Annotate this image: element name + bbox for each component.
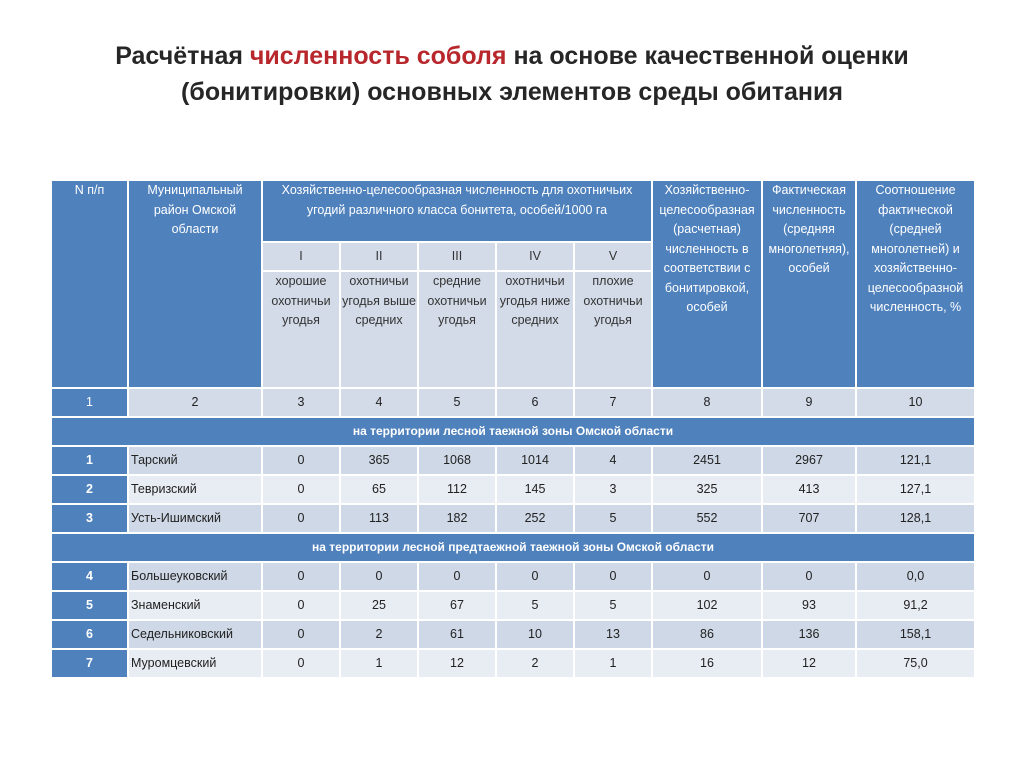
col-num-8: 8 [652,388,762,417]
slide-title [40,38,984,110]
header-district: Муниципальный район Омской области [128,180,262,388]
table-row [51,620,975,649]
title-part2: на основе качественной оценки [513,42,909,70]
col-num-3: 3 [262,388,340,417]
row-number: 4 [51,562,128,591]
district-name: Большеуковский [128,562,262,591]
class-4: IV [496,242,574,271]
header-n: N п/п [51,180,128,388]
cell-c3: 0 [262,620,340,649]
header-row-1 [51,180,975,242]
class-1: I [262,242,340,271]
column-numbers-row [51,388,975,417]
cell-c4: 2 [340,620,418,649]
row-number: 7 [51,649,128,678]
class-desc-1: хорошие охотничьи угодья [262,271,340,388]
cell-c6: 0 [496,562,574,591]
class-3: III [418,242,496,271]
cell-c4: 365 [340,446,418,475]
header-col9: Фактическая численность (средняя многолетняя), особей [762,180,856,388]
cell-c5: 67 [418,591,496,620]
district-name: Знаменский [128,591,262,620]
district-name: Седельниковский [128,620,262,649]
cell-c6: 252 [496,504,574,533]
cell-c9: 12 [762,649,856,678]
cell-c10: 158,1 [856,620,975,649]
table-row [51,446,975,475]
cell-c6: 1014 [496,446,574,475]
table-row [51,475,975,504]
class-5: V [574,242,652,271]
row-number: 3 [51,504,128,533]
header-col8: Хозяйственно-целесообразная (расчетная) численность в соответствии с бонитировкой, особей [652,180,762,388]
cell-c3: 0 [262,649,340,678]
cell-c3: 0 [262,475,340,504]
district-name: Тарский [128,446,262,475]
zone-label: на территории лесной таежной зоны Омской области [51,417,975,446]
title-accent: численность соболя [249,42,507,70]
sable-table [50,179,976,679]
cell-c4: 1 [340,649,418,678]
header-col10: Соотношение фактической (средней многолетней) и хозяйственно-целесообразной численность, % [856,180,975,388]
cell-c7: 13 [574,620,652,649]
cell-c5: 112 [418,475,496,504]
title-line2: (бонитировки) основных элементов среды обитания [181,78,843,106]
cell-c10: 121,1 [856,446,975,475]
cell-c8: 102 [652,591,762,620]
col-num-9: 9 [762,388,856,417]
cell-c8: 86 [652,620,762,649]
district-name: Тевризский [128,475,262,504]
table-row [51,504,975,533]
zone-row [51,417,975,446]
col-num-7: 7 [574,388,652,417]
cell-c8: 325 [652,475,762,504]
cell-c9: 707 [762,504,856,533]
class-desc-2: охотничьи угодья выше средних [340,271,418,388]
class-desc-4: охотничьи угодья ниже средних [496,271,574,388]
cell-c5: 12 [418,649,496,678]
cell-c4: 0 [340,562,418,591]
cell-c5: 1068 [418,446,496,475]
col-num-6: 6 [496,388,574,417]
cell-c3: 0 [262,591,340,620]
cell-c3: 0 [262,504,340,533]
row-number: 5 [51,591,128,620]
cell-c10: 128,1 [856,504,975,533]
cell-c5: 182 [418,504,496,533]
zone-row [51,533,975,562]
cell-c4: 113 [340,504,418,533]
cell-c5: 0 [418,562,496,591]
cell-c10: 75,0 [856,649,975,678]
cell-c6: 10 [496,620,574,649]
col-num-4: 4 [340,388,418,417]
col-num-10: 10 [856,388,975,417]
cell-c9: 0 [762,562,856,591]
zone-label: на территории лесной предтаежной таежной зоны Омской области [51,533,975,562]
col-num-2: 2 [128,388,262,417]
cell-c7: 0 [574,562,652,591]
col-num-5: 5 [418,388,496,417]
class-desc-3: средние охотничьи угодья [418,271,496,388]
class-desc-5: плохие охотничьи угодья [574,271,652,388]
row-number: 2 [51,475,128,504]
title-part1: Расчётная [115,42,243,70]
cell-c9: 93 [762,591,856,620]
cell-c7: 1 [574,649,652,678]
cell-c8: 552 [652,504,762,533]
cell-c7: 5 [574,504,652,533]
district-name: Усть-Ишимский [128,504,262,533]
cell-c10: 127,1 [856,475,975,504]
cell-c10: 0,0 [856,562,975,591]
cell-c8: 2451 [652,446,762,475]
cell-c6: 145 [496,475,574,504]
class-2: II [340,242,418,271]
cell-c3: 0 [262,562,340,591]
cell-c4: 25 [340,591,418,620]
cell-c7: 5 [574,591,652,620]
cell-c8: 16 [652,649,762,678]
header-group: Хозяйственно-целесообразная численность для охотничьих угодий различного класса бонитета, особей/1000 га [262,180,652,242]
cell-c3: 0 [262,446,340,475]
district-name: Муромцевский [128,649,262,678]
cell-c6: 5 [496,591,574,620]
cell-c9: 136 [762,620,856,649]
cell-c8: 0 [652,562,762,591]
cell-c4: 65 [340,475,418,504]
cell-c7: 4 [574,446,652,475]
cell-c6: 2 [496,649,574,678]
cell-c7: 3 [574,475,652,504]
col-num-1: 1 [51,388,128,417]
row-number: 6 [51,620,128,649]
cell-c5: 61 [418,620,496,649]
table-row [51,649,975,678]
table-row [51,562,975,591]
table-row [51,591,975,620]
cell-c9: 2967 [762,446,856,475]
row-number: 1 [51,446,128,475]
cell-c10: 91,2 [856,591,975,620]
cell-c9: 413 [762,475,856,504]
